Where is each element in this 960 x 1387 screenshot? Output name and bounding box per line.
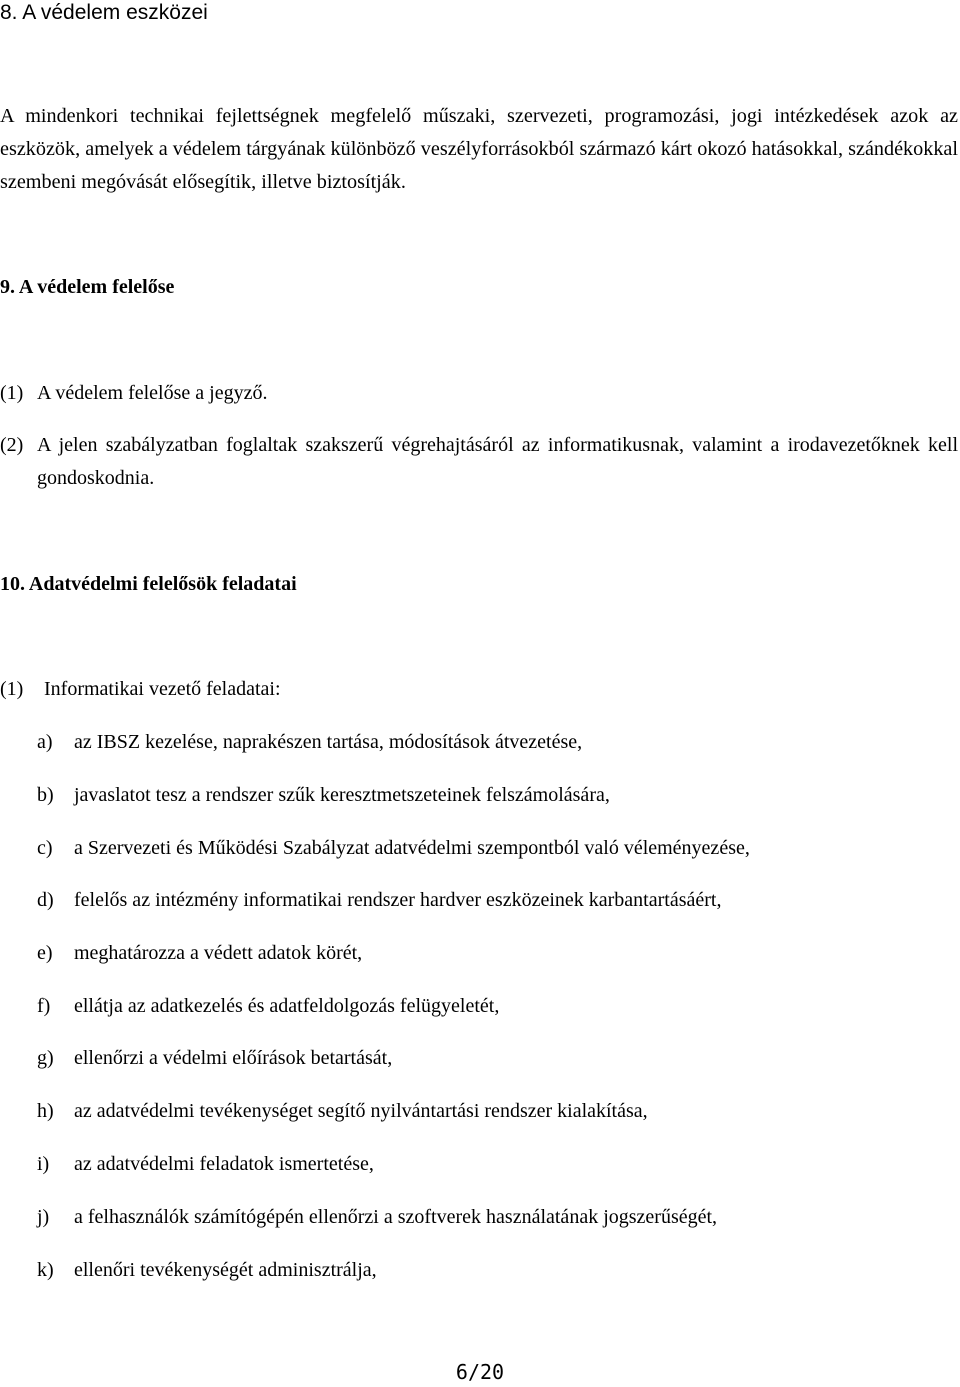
list-label: a) <box>37 731 53 753</box>
list-text: ellenőrzi a védelmi előírások betartását, <box>74 1047 393 1069</box>
list-label: e) <box>37 942 53 964</box>
section-8-paragraph: A mindenkori technikai fejlettségnek megfelelő műszaki, szervezeti, programozási, jogi intézkedések azok az eszközök, amelyek a védelem tárgyának különböző veszélyforrásokból származó kárt okozó hatásokkal, szándékokkal szembeni megóvását elősegítik, illetve biztosítják. <box>0 105 958 193</box>
list-text: javaslatot tesz a rendszer szűk keresztmetszeteinek felszámolására, <box>74 784 610 806</box>
list-text: felelős az intézmény informatikai rendszer hardver eszközeinek karbantartásáért, <box>74 889 722 911</box>
list-label: i) <box>37 1153 50 1175</box>
item-number: (2) <box>0 434 24 456</box>
list-text: a felhasználók számítógépén ellenőrzi a szoftverek használatának jogszerűségét, <box>74 1206 718 1228</box>
section-9-item-2-text: A jelen szabályzatban foglaltak szakszerű végrehajtásáról az informatikusnak, valamint a irodavezetőknek kell gondoskodnia. <box>37 434 958 489</box>
section-9-heading: 9. A védelem felelőse <box>0 276 175 298</box>
item-number: (1) <box>0 678 24 700</box>
list-text: ellenőri tevékenységét adminisztrálja, <box>74 1259 377 1281</box>
list-text: meghatározza a védett adatok körét, <box>74 942 363 964</box>
list-label: j) <box>37 1206 50 1228</box>
list-label: h) <box>37 1100 54 1122</box>
item-text: Informatikai vezető feladatai: <box>44 678 281 700</box>
page-number: 6/20 <box>455 1360 505 1384</box>
list-label: f) <box>37 995 51 1017</box>
list-label: d) <box>37 889 54 911</box>
list-text: ellátja az adatkezelés és adatfeldolgozás felügyeletét, <box>74 995 500 1017</box>
list-label: k) <box>37 1259 54 1281</box>
list-text: az IBSZ kezelése, naprakészen tartása, módosítások átvezetése, <box>74 731 583 753</box>
section-10-heading: 10. Adatvédelmi felelősök feladatai <box>0 573 297 595</box>
item-number: (1) <box>0 382 24 404</box>
list-label: g) <box>37 1047 54 1069</box>
section-8-heading: 8. A védelem eszközei <box>0 1 208 24</box>
list-text: a Szervezeti és Működési Szabályzat adatvédelmi szempontból való véleményezése, <box>74 837 750 859</box>
list-text: az adatvédelmi tevékenységet segítő nyilvántartási rendszer kialakítása, <box>74 1100 648 1122</box>
list-label: b) <box>37 784 54 806</box>
item-text: A védelem felelőse a jegyző. <box>37 382 268 404</box>
list-text: az adatvédelmi feladatok ismertetése, <box>74 1153 374 1175</box>
list-label: c) <box>37 837 53 859</box>
